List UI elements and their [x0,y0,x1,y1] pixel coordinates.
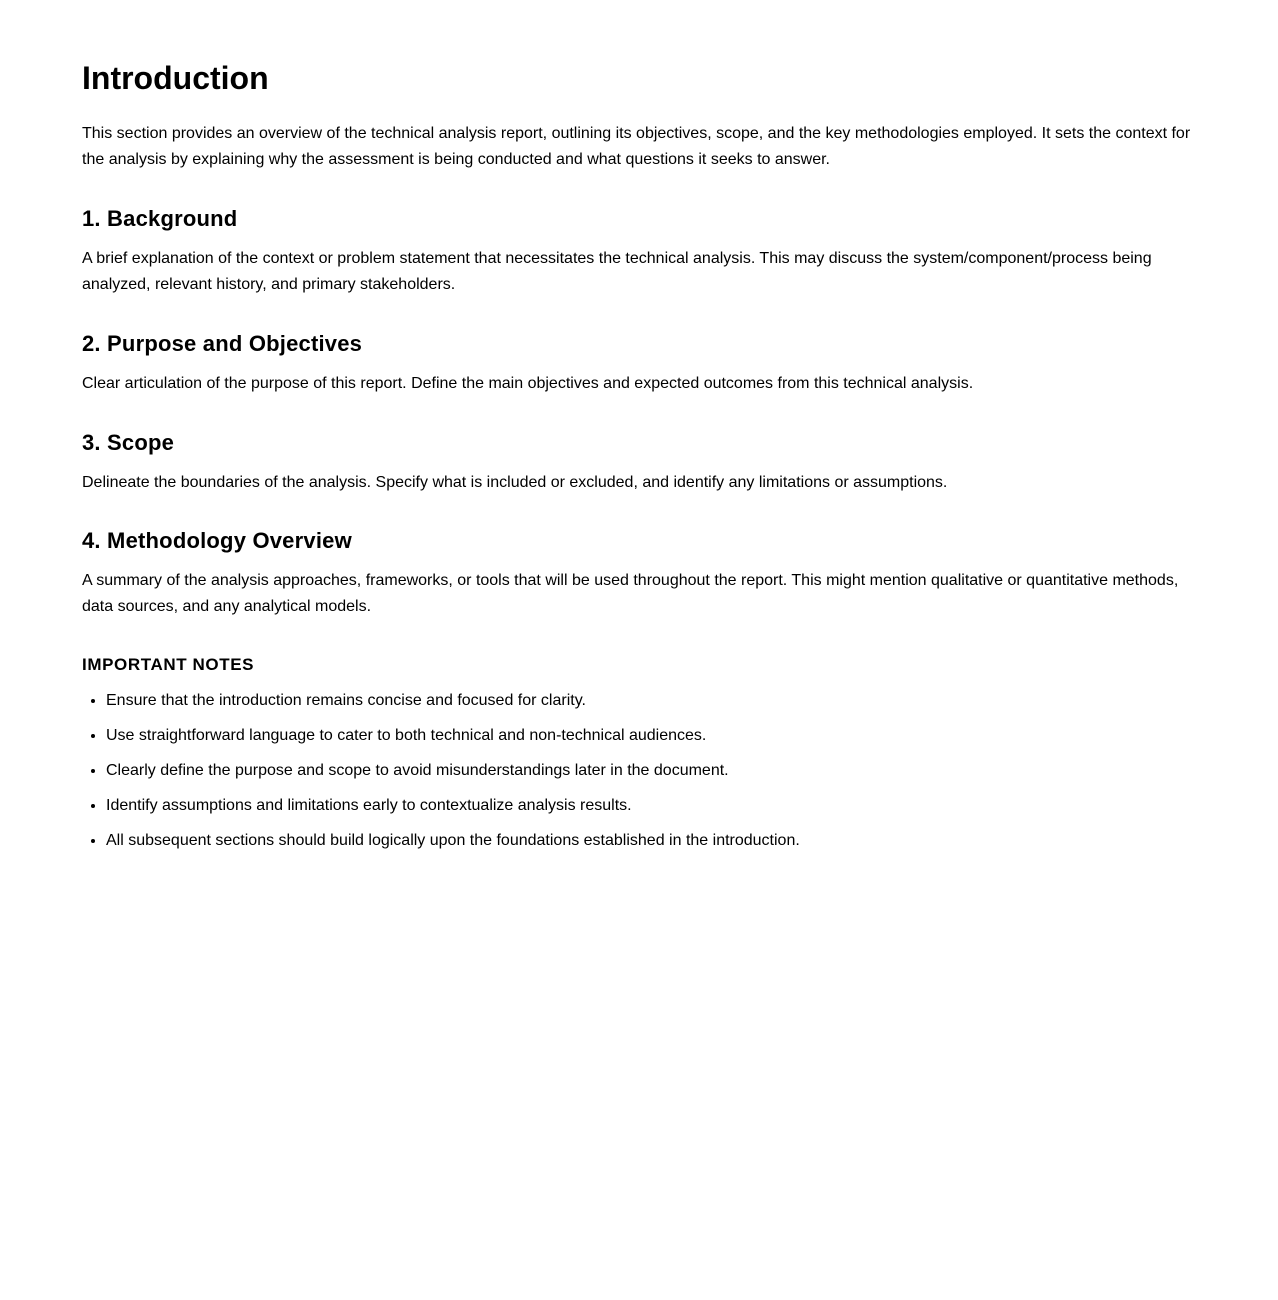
notes-list [82,691,1194,851]
section-body: A brief explanation of the context or problem statement that necessitates the technical analysis. This may discuss the system/component/process being analyzed, relevant history, and primary stakeholders. [82,250,1152,293]
document-content [82,58,1194,866]
intro-paragraph: This section provides an overview of the technical analysis report, outlining its objectives, scope, and the key methodologies employed. It sets the context for the analysis by explaining why the assessment is being conducted and what questions it seeks to answer. [82,125,1191,168]
section-scope [82,429,1194,496]
section-heading: 1. Background [82,206,238,231]
section-body: Delineate the boundaries of the analysis. Specify what is included or excluded, and identify any limitations or assumptions. [82,473,948,491]
page-title: Introduction [82,60,269,96]
notes-heading: IMPORTANT NOTES [82,655,255,674]
section-body: Clear articulation of the purpose of this report. Define the main objectives and expected outcomes from this technical analysis. [82,375,974,392]
section-body: A summary of the analysis approaches, frameworks, or tools that will be used throughout the report. This might mention qualitative or quantitative methods, data sources, and any analytical models. [82,572,1179,615]
section-heading: 3. Scope [82,429,175,455]
section-heading: 2. Purpose and Objectives [82,331,363,356]
list-item: • All subsequent sections should build logically upon the foundations established in the introduction. [106,831,1194,851]
section-methodology [82,527,1194,619]
section-background [82,205,1194,297]
list-item: • Identify assumptions and limitations early to contextualize analysis results. [106,796,1194,816]
list-item: • Use straightforward language to cater to both technical and non-technical audiences. [106,726,1194,746]
section-heading: 4. Methodology Overview [82,528,352,553]
section-purpose-objectives [82,330,1194,397]
list-item: • Clearly define the purpose and scope to avoid misunderstandings later in the document. [106,761,1194,781]
list-item: • Ensure that the introduction remains concise and focused for clarity. [106,691,1194,711]
